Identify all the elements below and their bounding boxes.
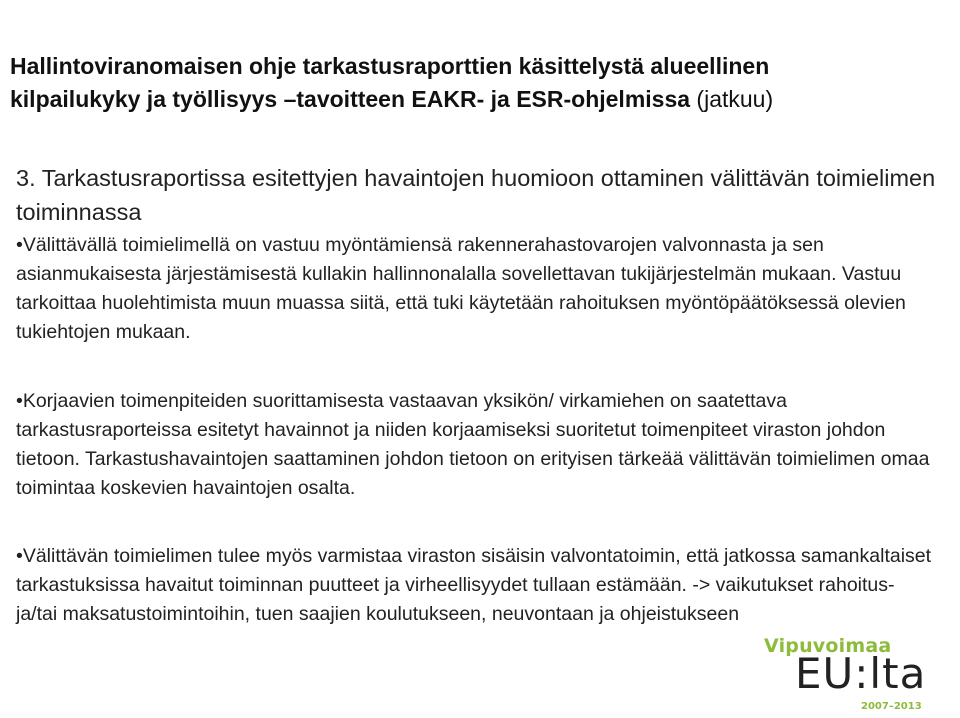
slide-title-line2	[10, 83, 940, 116]
bullet-paragraph-1: •Välittävällä toimielimellä on vastuu myöntämiensä rakennerahastovarojen valvonnasta ja sen asianmukaisesta järjestämisestä kullakin hallinnonalalla sovellettavan tukijärjestelmän mukaan. Vastuu tarkoittaa huolehtimista muun muassa siitä, että tuki käytetään rahoituksen myöntöpäätöksessä olevien tukiehtojen mukaan.	[16, 234, 906, 343]
slide-title-line1: Hallintoviranomaisen ohje tarkastusraporttien käsittelystä alueellinen	[10, 53, 770, 79]
slide-title-line2-text: kilpailukyky ja työllisyys –tavoitteen EAKR- ja ESR-ohjelmissa	[10, 86, 691, 112]
bullet-paragraph-3: •Välittävän toimielimen tulee myös varmistaa viraston sisäisin valvontatoimin, että jatkossa samankaltaiset tarkastuksissa havaitut toiminnan puutteet ja virheellisyydet tullaan estämään. -> vaikutukset rahoitus- ja/tai maksatustoimintoihin, tuen saajien koulutukseen, neuvontaan ja ohjeistukseen	[16, 545, 932, 625]
section-heading: 3. Tarkastusraportissa esitettyjen havaintojen huomioon ottaminen välittävän toimielimen toiminnassa	[16, 165, 936, 225]
vipuvoimaa-eu-logo	[747, 627, 947, 713]
slide-title-suffix: (jatkuu)	[690, 86, 774, 112]
slide-title	[10, 50, 940, 116]
logo-years: 2007–2013	[861, 701, 922, 712]
bullet-paragraph-2: •Korjaavien toimenpiteiden suorittamisesta vastaavan yksikön/ virkamiehen on saatettava tarkastusraporteissa esitetyt havainnot ja niiden korjaamiseksi suoritetut toimenpiteet viraston johdon tietoon. Tarkastushavaintojen saattaminen johdon tietoon on erityisen tärkeää välittävän toimielimen omaa toimintaa koskevien havaintojen osalta.	[16, 390, 930, 499]
logo-text-vipuvoimaa: Vipuvoimaa	[764, 635, 892, 657]
logo-text-eulta: EU:lta	[795, 649, 927, 698]
